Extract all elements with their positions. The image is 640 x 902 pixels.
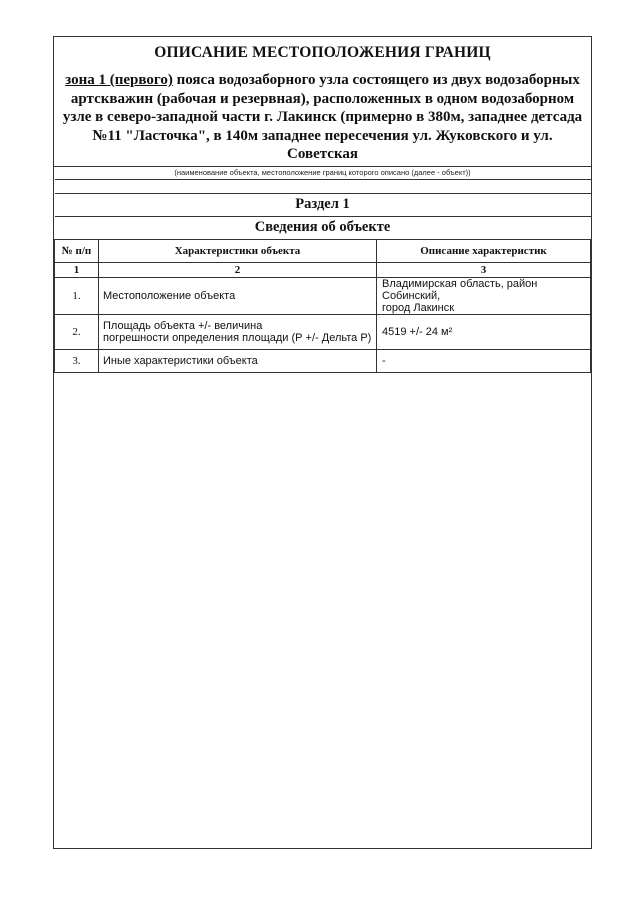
header-characteristic: Характеристики объекта bbox=[99, 239, 377, 262]
section-title: Раздел 1 bbox=[55, 193, 591, 216]
description-line: Владимирская область, район Собинский, bbox=[382, 277, 538, 302]
column-number-1: 1 bbox=[55, 262, 99, 277]
description-line: 4519 +/- 24 м² bbox=[382, 325, 453, 338]
table-row bbox=[55, 277, 591, 314]
row-description bbox=[377, 349, 591, 372]
column-number-3: 3 bbox=[377, 262, 591, 277]
section-subtitle: Сведения об объекте bbox=[55, 216, 591, 239]
section-subtitle-row bbox=[55, 216, 591, 239]
header-description: Описание характеристик bbox=[377, 239, 591, 262]
column-number-2: 2 bbox=[99, 262, 377, 277]
table-row bbox=[55, 314, 591, 349]
row-characteristic bbox=[99, 349, 377, 372]
row-number: 3. bbox=[55, 349, 99, 372]
document-frame bbox=[53, 36, 592, 849]
table-header-row bbox=[55, 239, 591, 262]
row-characteristic bbox=[99, 314, 377, 349]
column-numbers-row bbox=[55, 262, 591, 277]
zone-label: зона 1 (первого) bbox=[65, 72, 173, 88]
characteristic-line: погрешности определения площади (Р +/- Дельта Р) bbox=[103, 331, 372, 344]
object-name bbox=[54, 71, 591, 164]
table-row bbox=[55, 349, 591, 372]
object-info-table bbox=[54, 179, 591, 373]
description-line: - bbox=[382, 354, 386, 367]
row-number: 2. bbox=[55, 314, 99, 349]
document-title: ОПИСАНИЕ МЕСТОПОЛОЖЕНИЯ ГРАНИЦ bbox=[154, 44, 491, 61]
characteristic-line: Местоположение объекта bbox=[103, 289, 236, 302]
object-description: пояса водозаборного узла состоящего из двух водозаборных артскважин (рабочая и резервная), расположенных в одном водозаборном узле в северо-западной части г. Лакинск (примерно в 380м, западнее детсада №11 "Ласточка", в 140м западнее пересечения ул. Жуковского и ул. Советская bbox=[62, 72, 583, 162]
header-number: № п/п bbox=[55, 239, 99, 262]
row-number: 1. bbox=[55, 277, 99, 314]
characteristic-line: Площадь объекта +/- величина bbox=[103, 319, 263, 332]
object-caption: (наименование объекта, местоположение границ которого описано (далее - объект)) bbox=[54, 166, 591, 179]
row-characteristic bbox=[99, 277, 377, 314]
table-spacer bbox=[55, 179, 591, 193]
section-title-row bbox=[55, 193, 591, 216]
description-line: город Лакинск bbox=[382, 301, 455, 314]
characteristic-line: Иные характеристики объекта bbox=[103, 354, 258, 367]
row-description bbox=[377, 277, 591, 314]
row-description bbox=[377, 314, 591, 349]
